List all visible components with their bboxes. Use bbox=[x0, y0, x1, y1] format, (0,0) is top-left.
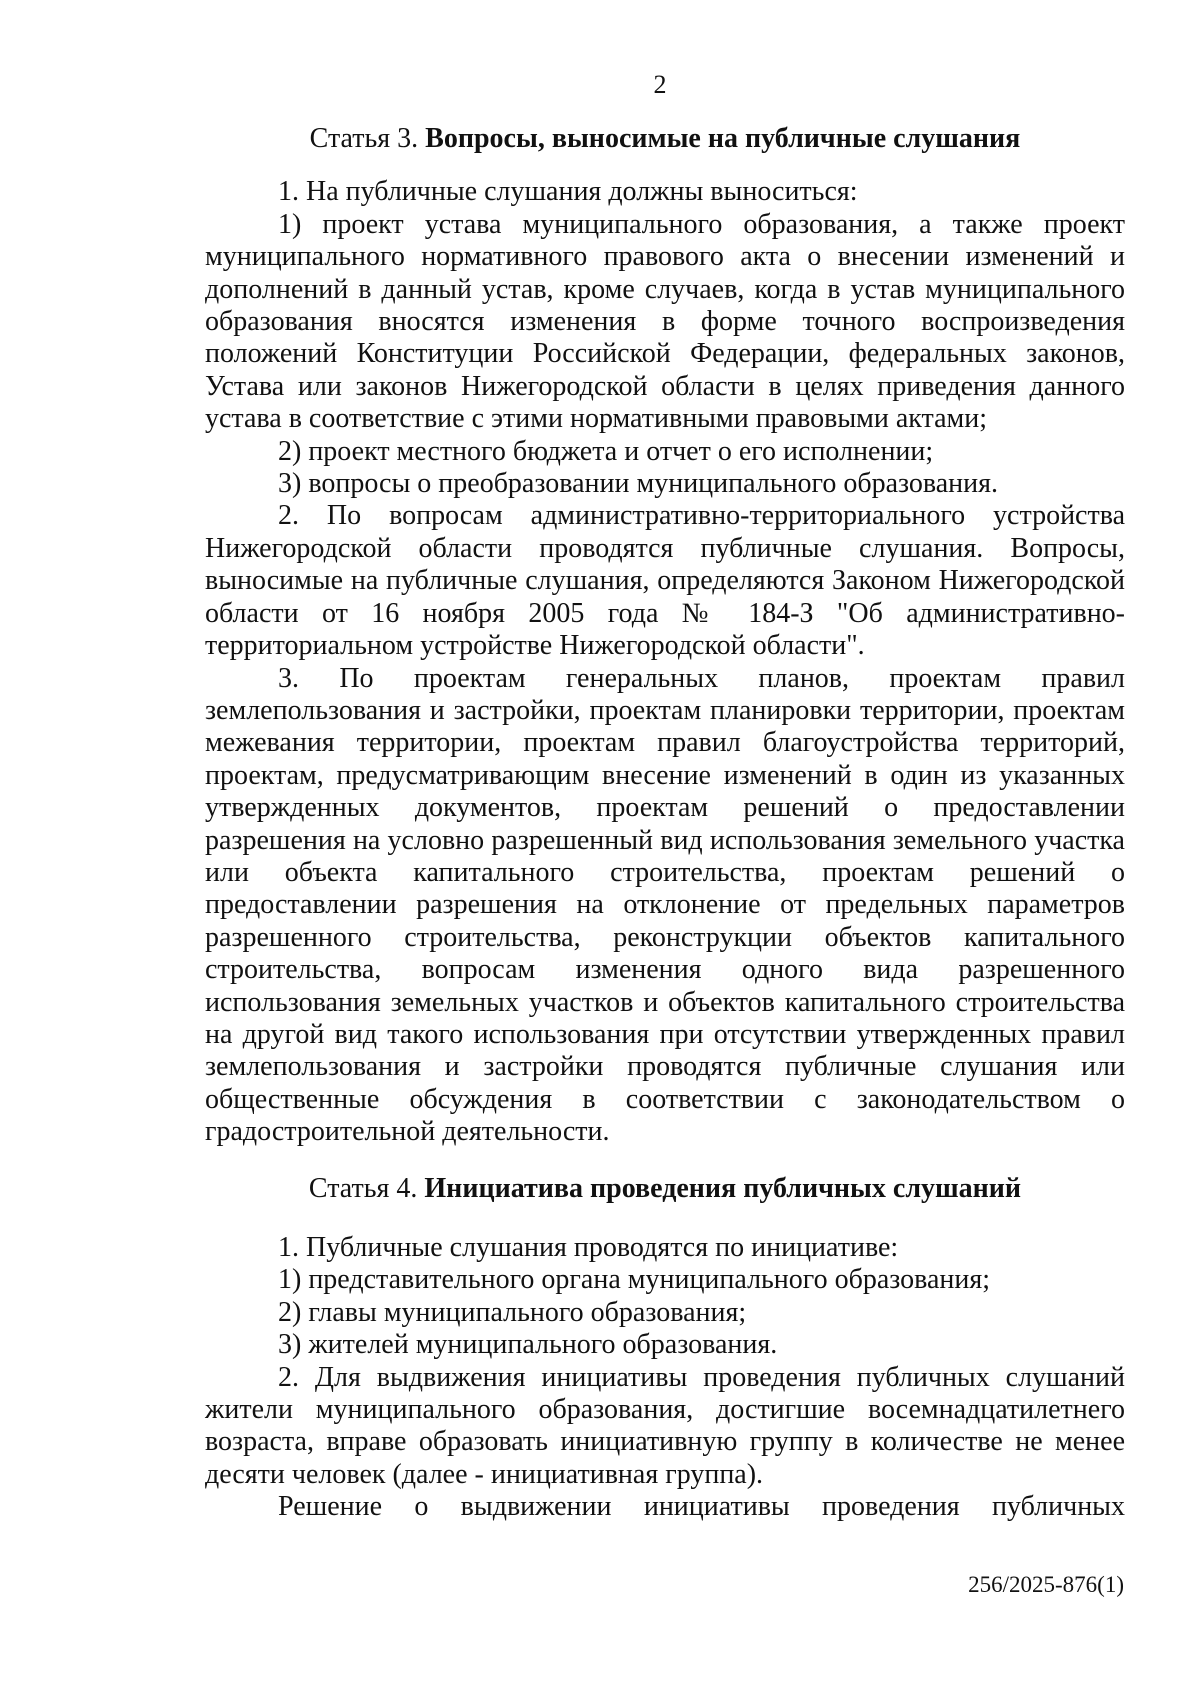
article-3-paragraph: 1. На публичные слушания должны выноситься: bbox=[278, 176, 858, 208]
article-3-prefix: Статья 3. bbox=[309, 123, 419, 154]
article-3-paragraph: 2. По вопросам административно-территориального устройства Нижегородской области проводятся публичные слушания. Вопросы, выносимые на публичные слушания, определяются Законом Нижегородской области от 16 ноября 2005 года № 184-З "Об административно-территориальном устройстве Нижегородской области". bbox=[205, 500, 1125, 662]
page-number: 2 bbox=[653, 70, 667, 99]
article-3-paragraph: 3) вопросы о преобразовании муниципального образования. bbox=[278, 468, 999, 500]
article-3-paragraph: 1) проект устава муниципального образования, а также проект муниципального нормативного правового акта о внесении изменений и дополнений в данный устав, кроме случаев, когда в устав муниципального образования вносятся изменения в форме точного воспроизведения положений Конституции Российской Федерации, федеральных законов, Устава или законов Нижегородской области в целях приведения данного устава в соответствие с этими нормативными правовыми актами; bbox=[205, 208, 1125, 435]
article-3-paragraph: 3. По проектам генеральных планов, проектам правил землепользования и застройки, проектам планировки территории, проектам межевания территории, проектам правил благоустройства территорий, проектам, предусматривающим внесение изменений в один из указанных утвержденных документов, проектам решений о предоставлении разрешения на условно разрешенный вид использования земельного участка или объекта капитального строительства, проектам решений о предоставлении разрешения на отклонение от предельных параметров разрешенного строительства, реконструкции объектов капитального строительства, вопросам изменения одного вида разрешенного использования земельных участков и объектов капитального строительства на другой вид такого использования при отсутствии утвержденных правил землепользования и застройки проводятся публичные слушания или общественные обсуждения в соответствии с законодательством о градостроительной деятельности. bbox=[205, 662, 1125, 1148]
article-3-heading bbox=[205, 123, 1125, 155]
article-4-heading bbox=[205, 1173, 1125, 1205]
article-4-paragraph: 2. Для выдвижения инициативы проведения публичных слушаний жители муниципального образования, достигшие восемнадцатилетнего возраста, вправе образовать инициативную группу в количестве не менее десяти человек (далее - инициативная группа). bbox=[205, 1361, 1125, 1490]
article-4-paragraph: 1) представительного органа муниципального образования; bbox=[278, 1264, 991, 1296]
article-4-title: Инициатива проведения публичных слушаний bbox=[424, 1172, 1022, 1204]
article-4-paragraph: 2) главы муниципального образования; bbox=[278, 1296, 747, 1328]
article-3-title: Вопросы, выносимые на публичные слушания bbox=[425, 123, 1021, 154]
article-4-paragraph: 1. Публичные слушания проводятся по инициативе: bbox=[278, 1232, 899, 1263]
document-body bbox=[205, 123, 1125, 1524]
article-4-paragraph: Решение о выдвижении инициативы проведения публичных bbox=[278, 1491, 1125, 1523]
document-number: 256/2025-876(1) bbox=[968, 1572, 1124, 1597]
article-3-paragraph: 2) проект местного бюджета и отчет о его исполнении; bbox=[278, 435, 934, 467]
article-4-paragraph: 3) жителей муниципального образования. bbox=[278, 1329, 778, 1361]
article-4-prefix: Статья 4. bbox=[308, 1172, 418, 1204]
